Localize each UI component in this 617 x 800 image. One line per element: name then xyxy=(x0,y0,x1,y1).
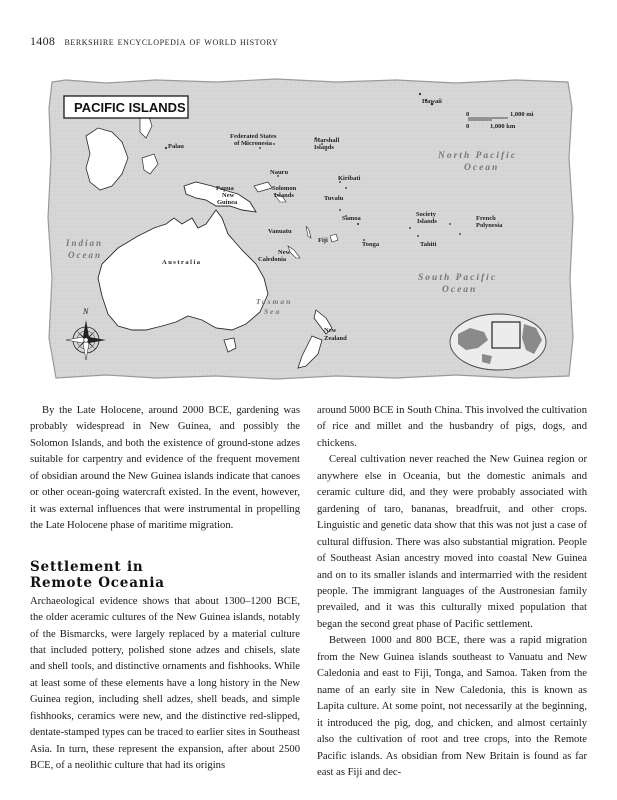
section-heading-line-1: Settlement in xyxy=(30,558,144,575)
paragraph: Cereal cultivation never reached the New Guinea region or anywhere else in Oceania, but the domestic animals and ceramic culture did, and they were probably associated with gardening of taro, bananas, breadfruit, and other crops. Linguistic and genetic data show that this was not just a case of cultural diffusion. There was also substantial migration. People of Southeast Asian ancestry moved into coastal New Guinea and on to its smaller islands and intermarried with the resident people. The immigrant languages of the Austronesian family prevailed, and it was this culturally mixed population that began the second great phase of Pacific settlement. xyxy=(317,454,587,630)
section-heading-line-2: Remote Oceania xyxy=(30,575,165,592)
label-marshall-1: Marshall xyxy=(314,137,340,144)
label-hawaii: Hawaii xyxy=(422,98,442,105)
label-tonga: Tonga xyxy=(362,241,380,248)
tasman-sea-label-2: Sea xyxy=(264,307,282,316)
north-pacific-label-1: North Pacific xyxy=(438,151,518,161)
page-number: 1408 xyxy=(30,34,56,48)
paragraph: By the Late Holocene, around 2000 BCE, gardening was probably widespread in New Guinea, and possibly the Solomon Islands, and both the existence of ground-stone adzes suitable for carpentry and evidence of the frequent movement of obsidian around the New Guinea islands indicate that canoes or other ocean-going watercraft existed. In the event, however, it was external influences that were instrumental in propelling the Late Holocene phase of maritime migration. xyxy=(30,405,300,532)
tasman-sea-label-1: Tasman xyxy=(256,297,293,306)
pacific-islands-map xyxy=(46,78,574,380)
label-png-1: Papua xyxy=(216,185,234,192)
label-kiribati: Kiribati xyxy=(338,175,361,182)
north-pacific-label-2: Ocean xyxy=(464,163,500,173)
label-fsm-2: of Micronesia xyxy=(234,140,272,147)
label-french-poly-2: Polynesia xyxy=(476,222,503,229)
right-column xyxy=(317,403,587,781)
label-new-zealand-1: New xyxy=(324,327,337,334)
locator-globe xyxy=(450,314,546,370)
scale-zero-mi: 0 xyxy=(466,111,470,118)
south-pacific-label-2: Ocean xyxy=(442,285,478,295)
label-marshall-2: Islands xyxy=(314,144,334,151)
label-french-poly-1: French xyxy=(476,215,496,222)
label-society-1: Society xyxy=(416,211,436,218)
book-title: berkshire encyclopedia of world history xyxy=(64,36,279,48)
label-society-2: Islands xyxy=(417,218,437,225)
label-new-zealand-2: Zealand xyxy=(324,335,347,342)
compass-north-letter: N xyxy=(83,307,89,316)
south-pacific-label-1: South Pacific xyxy=(418,273,498,283)
label-samoa: Samoa xyxy=(342,215,361,222)
label-tahiti: Tahiti xyxy=(420,241,437,248)
paragraph: Between 1000 and 800 BCE, there was a rapid migration from the New Guinea islands southeast to Vanuatu and New Caledonia and east to Fiji, Tonga, and Samoa. Taken from the name of an early site in New Caledonia, this is known as Lapita culture. At some point, not necessarily at the beginning, it introduced the pig, dog, and chicken, and almost certainly also the cultivation of root and tree crops, into the Remote Pacific islands. As obsidian from New Britain is found as far east as Fiji and dec- xyxy=(317,635,587,778)
scale-zero-km: 0 xyxy=(466,123,470,130)
indian-ocean-label-1: Indian xyxy=(66,238,104,248)
label-solomon-1: Solomon xyxy=(272,185,297,192)
left-column xyxy=(30,403,300,775)
label-fiji: Fiji xyxy=(318,237,328,244)
paragraph: Archaeological evidence shows that about 1300–1200 BCE, the older aceramic cultures of the New Guinea islands, notably of the Bismarcks, were largely replaced by a material culture that included pottery, polished stone adzes and chisels, slate and shell tools, and distinctive ornaments and fishhooks. While at least some of these elements have a long history in the New Guinea region, including shell adzes, shell beads, and simple fishhooks, ceramics were new, and the distinctive red-slipped, dentate-stamped types can be traced to earlier sites in Southeast Asia. In turn, these represent the expansion, after about 2500 BCE, of a neolithic culture that had its origins xyxy=(30,595,300,772)
map-title: PACIFIC ISLANDS xyxy=(74,100,186,115)
label-palau: Palau xyxy=(168,143,184,150)
label-png-3: Guinea xyxy=(217,199,238,206)
label-new-caledonia-1: New xyxy=(278,249,291,256)
paragraph: around 5000 BCE in South China. This involved the cultivation of rice and millet and the husbandry of pigs, dogs, and chickens. xyxy=(317,405,587,449)
running-header xyxy=(30,34,590,49)
label-nauru: Nauru xyxy=(270,169,289,176)
scale-km: 1,000 km xyxy=(490,123,516,130)
label-new-caledonia-2: Caledonia xyxy=(258,256,287,263)
label-australia: Australia xyxy=(162,259,202,266)
scale-miles: 1,000 mi xyxy=(510,111,534,118)
section-heading xyxy=(30,559,300,592)
map-figure xyxy=(46,78,574,380)
label-solomon-2: Islands xyxy=(274,192,294,199)
indian-ocean-label-2: Ocean xyxy=(68,250,102,260)
label-fsm-1: Federated States xyxy=(230,133,277,140)
label-vanuatu: Vanuatu xyxy=(268,228,292,235)
label-png-2: New xyxy=(222,192,235,199)
label-tuvalu: Tuvalu xyxy=(324,195,344,202)
